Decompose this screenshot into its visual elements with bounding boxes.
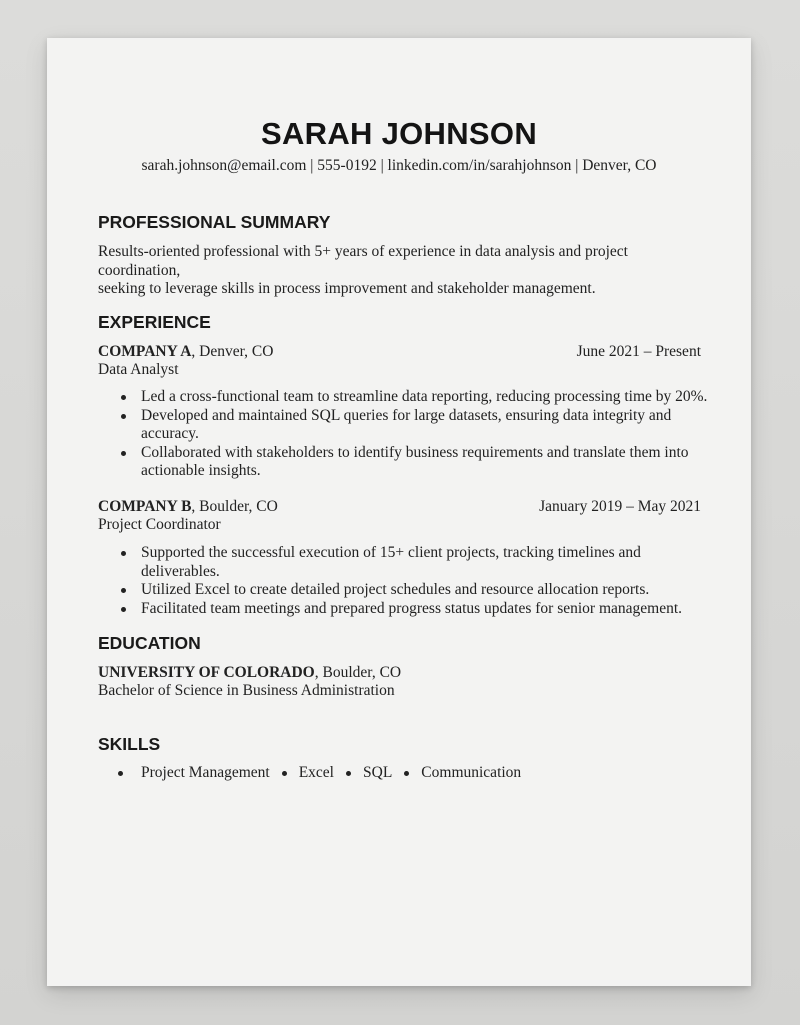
list-item: Facilitated team meetings and prepared progress status updates for senior management. <box>141 600 711 619</box>
education-degree: Bachelor of Science in Business Administration <box>98 682 395 699</box>
summary-text <box>98 243 708 299</box>
section-title-skills: SKILLS <box>98 734 161 754</box>
summary-line: seeking to leverage skills in process improvement and stakeholder management. <box>98 280 596 297</box>
list-item: Developed and maintained SQL queries for large datasets, ensuring data integrity and accuracy. <box>141 407 711 444</box>
resume-page <box>47 38 751 986</box>
list-item: Supported the successful execution of 15+ client projects, tracking timelines and deliverables. <box>141 544 711 581</box>
skill-item: Project Management <box>141 764 270 781</box>
list-item: Led a cross-functional team to streamline data reporting, reducing processing time by 20%. <box>141 388 711 407</box>
section-title-education: EDUCATION <box>98 633 201 653</box>
education-school <box>98 664 701 683</box>
skills-list <box>118 764 521 783</box>
contact-line: sarah.johnson@email.com | 555-0192 | linkedin.com/in/sarahjohnson | Denver, CO <box>141 157 657 174</box>
section-title-summary: PROFESSIONAL SUMMARY <box>98 212 331 232</box>
company-location: , Boulder, CO <box>191 498 278 515</box>
bullet-icon <box>404 771 409 776</box>
job-bullets-company-a <box>141 388 711 481</box>
job-dates: June 2021 – Present <box>576 343 701 360</box>
job-header-company-b <box>98 498 701 517</box>
job-role: Project Coordinator <box>98 516 221 533</box>
skill-item: Communication <box>421 764 522 781</box>
company-name: COMPANY B <box>98 498 192 515</box>
school-location: , Boulder, CO <box>314 664 402 681</box>
list-item: Utilized Excel to create detailed project schedules and resource allocation reports. <box>141 581 711 600</box>
skill-item: Excel <box>298 764 334 781</box>
job-dates: January 2019 – May 2021 <box>539 498 701 515</box>
job-header-company-a <box>98 343 701 362</box>
section-title-experience: EXPERIENCE <box>98 312 211 332</box>
job-role: Data Analyst <box>98 361 179 378</box>
resume-name: SARAH JOHNSON <box>260 116 538 151</box>
company-name: COMPANY A <box>98 343 192 360</box>
summary-line: Results-oriented professional with 5+ years of experience in data analysis and project coordination, <box>98 243 628 279</box>
bullet-icon <box>282 771 287 776</box>
bullet-icon <box>346 771 351 776</box>
school-name: UNIVERSITY OF COLORADO <box>98 664 315 681</box>
job-bullets-company-b <box>141 544 711 618</box>
skill-item: SQL <box>363 764 393 781</box>
bullet-icon <box>118 771 123 776</box>
list-item: Collaborated with stakeholders to identify business requirements and translate them into actionable insights. <box>141 444 711 481</box>
company-location: , Denver, CO <box>191 343 274 360</box>
